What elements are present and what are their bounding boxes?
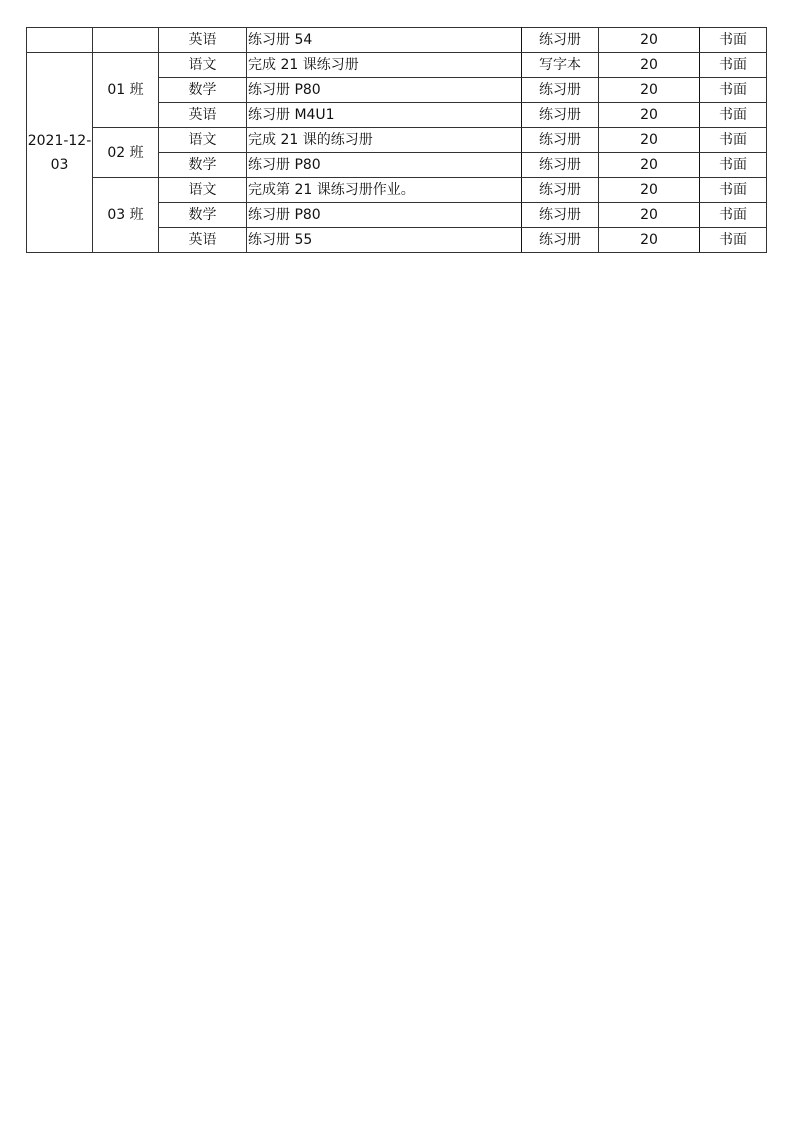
subject-cell: 数学: [159, 203, 247, 228]
type-cell: 书面: [700, 178, 767, 203]
content-cell: 练习册 54: [247, 28, 522, 53]
minutes-cell: 20: [599, 203, 700, 228]
table-row: [27, 128, 767, 153]
minutes-cell: 20: [599, 28, 700, 53]
carrier-cell: 练习册: [522, 203, 599, 228]
type-cell: 书面: [700, 203, 767, 228]
type-cell: 书面: [700, 53, 767, 78]
homework-table: [26, 27, 767, 253]
subject-cell: 语文: [159, 128, 247, 153]
date-line-2: 03: [50, 156, 69, 173]
subject-cell: 数学: [159, 78, 247, 103]
carrier-cell: 练习册: [522, 178, 599, 203]
type-cell: 书面: [700, 78, 767, 103]
carrier-cell: 写字本: [522, 53, 599, 78]
class-cell: [93, 28, 159, 53]
subject-cell: 英语: [159, 28, 247, 53]
minutes-cell: 20: [599, 153, 700, 178]
class-cell-03: 03 班: [93, 178, 159, 253]
minutes-cell: 20: [599, 78, 700, 103]
type-cell: 书面: [700, 228, 767, 253]
carrier-cell: 练习册: [522, 28, 599, 53]
carrier-cell: 练习册: [522, 103, 599, 128]
subject-cell: 语文: [159, 53, 247, 78]
content-cell: 练习册 P80: [247, 203, 522, 228]
subject-cell: 语文: [159, 178, 247, 203]
date-cell: [27, 53, 93, 253]
table-row: [27, 53, 767, 78]
subject-cell: 数学: [159, 153, 247, 178]
carrier-cell: 练习册: [522, 128, 599, 153]
carrier-cell: 练习册: [522, 78, 599, 103]
minutes-cell: 20: [599, 53, 700, 78]
minutes-cell: 20: [599, 103, 700, 128]
carrier-cell: 练习册: [522, 228, 599, 253]
content-cell: 练习册 55: [247, 228, 522, 253]
type-cell: 书面: [700, 103, 767, 128]
date-line-1: 2021-12-: [27, 132, 92, 149]
subject-cell: 英语: [159, 103, 247, 128]
subject-cell: 英语: [159, 228, 247, 253]
minutes-cell: 20: [599, 178, 700, 203]
content-cell: 完成 21 课练习册: [247, 53, 522, 78]
table-row: [27, 28, 767, 53]
content-cell: 练习册 M4U1: [247, 103, 522, 128]
table-row: [27, 178, 767, 203]
date-cell: [27, 28, 93, 53]
carrier-cell: 练习册: [522, 153, 599, 178]
content-cell: 练习册 P80: [247, 153, 522, 178]
type-cell: 书面: [700, 153, 767, 178]
content-cell: 练习册 P80: [247, 78, 522, 103]
content-cell: 完成第 21 课练习册作业。: [247, 178, 522, 203]
homework-page: [26, 27, 766, 253]
type-cell: 书面: [700, 28, 767, 53]
minutes-cell: 20: [599, 228, 700, 253]
content-cell: 完成 21 课的练习册: [247, 128, 522, 153]
type-cell: 书面: [700, 128, 767, 153]
class-cell-02: 02 班: [93, 128, 159, 178]
minutes-cell: 20: [599, 128, 700, 153]
class-cell-01: 01 班: [93, 53, 159, 128]
